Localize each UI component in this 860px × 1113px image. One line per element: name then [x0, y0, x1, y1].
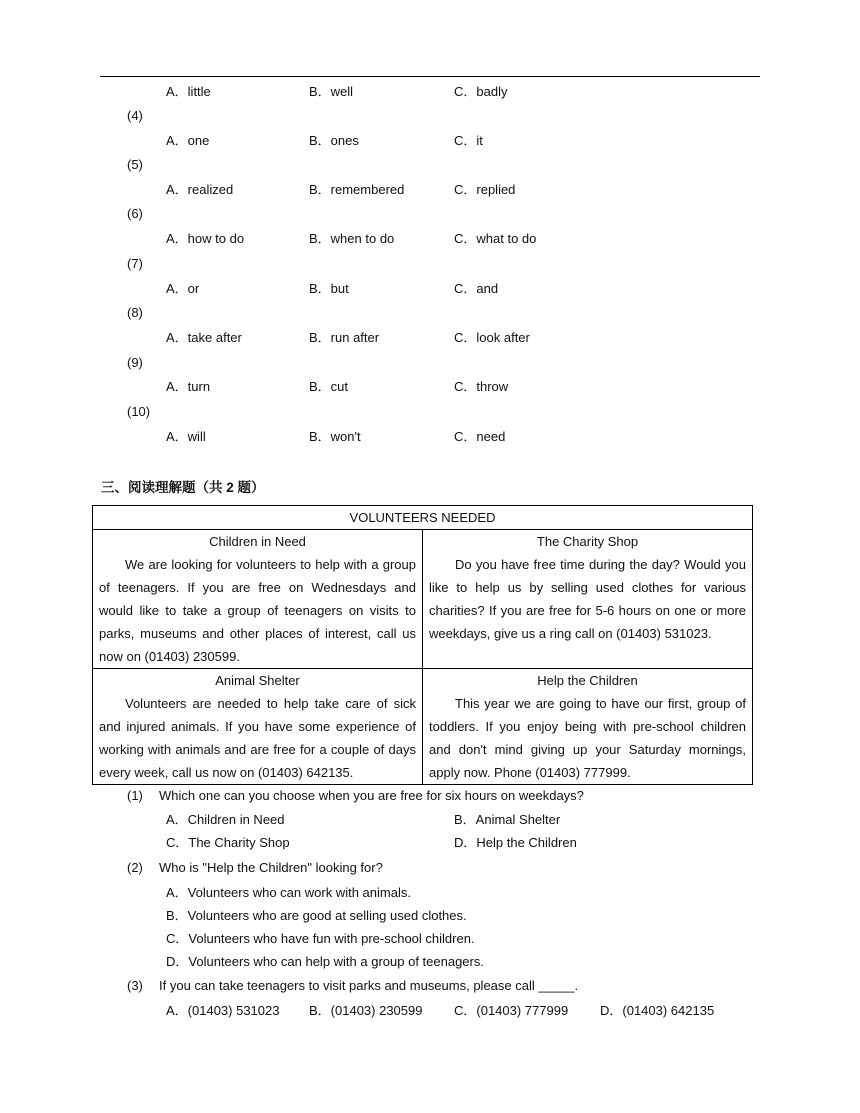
- item-number: (6): [127, 206, 143, 221]
- question-text: Which one can you choose when you are free for six hours on weekdays?: [159, 788, 584, 803]
- item-number: (7): [127, 256, 143, 271]
- cell-body: Do you have free time during the day? Would you like to help us by selling used clothes for various charities? If you are free for 5-6 hours on one or more weekdays, give us a ring call on (01403) 531023.: [429, 557, 746, 641]
- option: A．realized: [166, 182, 234, 197]
- cell-title: Help the Children: [537, 673, 638, 688]
- option: B．won't: [309, 429, 361, 444]
- item-number: (8): [127, 305, 143, 320]
- answer-option: B．Volunteers who are good at selling used clothes.: [166, 908, 467, 923]
- option: A．turn: [166, 379, 211, 394]
- cell-title: Animal Shelter: [215, 673, 300, 688]
- option: C．throw: [454, 379, 509, 394]
- table-header: VOLUNTEERS NEEDED: [93, 506, 753, 530]
- option-3c: C．badly: [454, 84, 508, 99]
- option: B．when to do: [309, 231, 395, 246]
- cell-title: Children in Need: [209, 534, 306, 549]
- option: A．one: [166, 133, 210, 148]
- answer-option: C．The Charity Shop: [166, 835, 290, 850]
- option: C．look after: [454, 330, 530, 345]
- cell-title: The Charity Shop: [536, 534, 639, 549]
- table-cell: [93, 669, 423, 785]
- cell-body: We are looking for volunteers to help with a group of teenagers. If you are free on Wednesdays and would like to take a group of teenagers on visits to parks, museums and other places of interest, call us now on (01403) 230599.: [99, 557, 416, 664]
- option: A．will: [166, 429, 206, 444]
- question-text: If you can take teenagers to visit parks and museums, please call _____.: [159, 978, 579, 993]
- volunteers-table: [92, 505, 753, 785]
- option-3a: A．little: [166, 84, 211, 99]
- item-number: (4): [127, 108, 143, 123]
- answer-option: A．Children in Need: [166, 812, 285, 827]
- table-cell: [93, 530, 423, 669]
- option: A．take after: [166, 330, 242, 345]
- option: C．need: [454, 429, 506, 444]
- cell-body: This year we are going to have our first, group of toddlers. If you enjoy being with pre-school children and don't mind giving up your Saturday mornings, apply now. Phone (01403) 777999.: [429, 696, 746, 780]
- item-number: (9): [127, 355, 143, 370]
- option: A．how to do: [166, 231, 245, 246]
- option: B．remembered: [309, 182, 405, 197]
- table-cell: [423, 669, 753, 785]
- answer-option: C．Volunteers who have fun with pre-school children.: [166, 931, 475, 946]
- option: B．ones: [309, 133, 359, 148]
- answer-option: C．(01403) 777999: [454, 1003, 569, 1018]
- option: C．it: [454, 133, 483, 148]
- option: C．replied: [454, 182, 516, 197]
- option: B．but: [309, 281, 349, 296]
- answer-option: A．Volunteers who can work with animals.: [166, 885, 411, 900]
- question-number: (1): [127, 788, 143, 803]
- answer-option: B．(01403) 230599: [309, 1003, 423, 1018]
- header-rule: [100, 76, 760, 77]
- option: C．and: [454, 281, 499, 296]
- option: C．what to do: [454, 231, 537, 246]
- answer-option: D．(01403) 642135: [600, 1003, 715, 1018]
- question-number: (3): [127, 978, 143, 993]
- answer-option: B．Animal Shelter: [454, 812, 561, 827]
- item-number: (10): [127, 404, 151, 419]
- option: A．or: [166, 281, 200, 296]
- option-3b: B．well: [309, 84, 354, 99]
- question-text: Who is "Help the Children" looking for?: [159, 860, 383, 875]
- answer-option: D．Help the Children: [454, 835, 577, 850]
- option: B．run after: [309, 330, 380, 345]
- question-number: (2): [127, 860, 143, 875]
- answer-option: A．(01403) 531023: [166, 1003, 280, 1018]
- cell-body: Volunteers are needed to help take care of sick and injured animals. If you have some experience of working with animals and are free for a couple of days every week, call us now on (01403) 642135.: [99, 696, 416, 780]
- option: B．cut: [309, 379, 349, 394]
- answer-option: D．Volunteers who can help with a group of teenagers.: [166, 954, 484, 969]
- table-cell: [423, 530, 753, 669]
- section-heading: 三、阅读理解题（共 2 题）: [101, 480, 265, 495]
- item-number: (5): [127, 157, 143, 172]
